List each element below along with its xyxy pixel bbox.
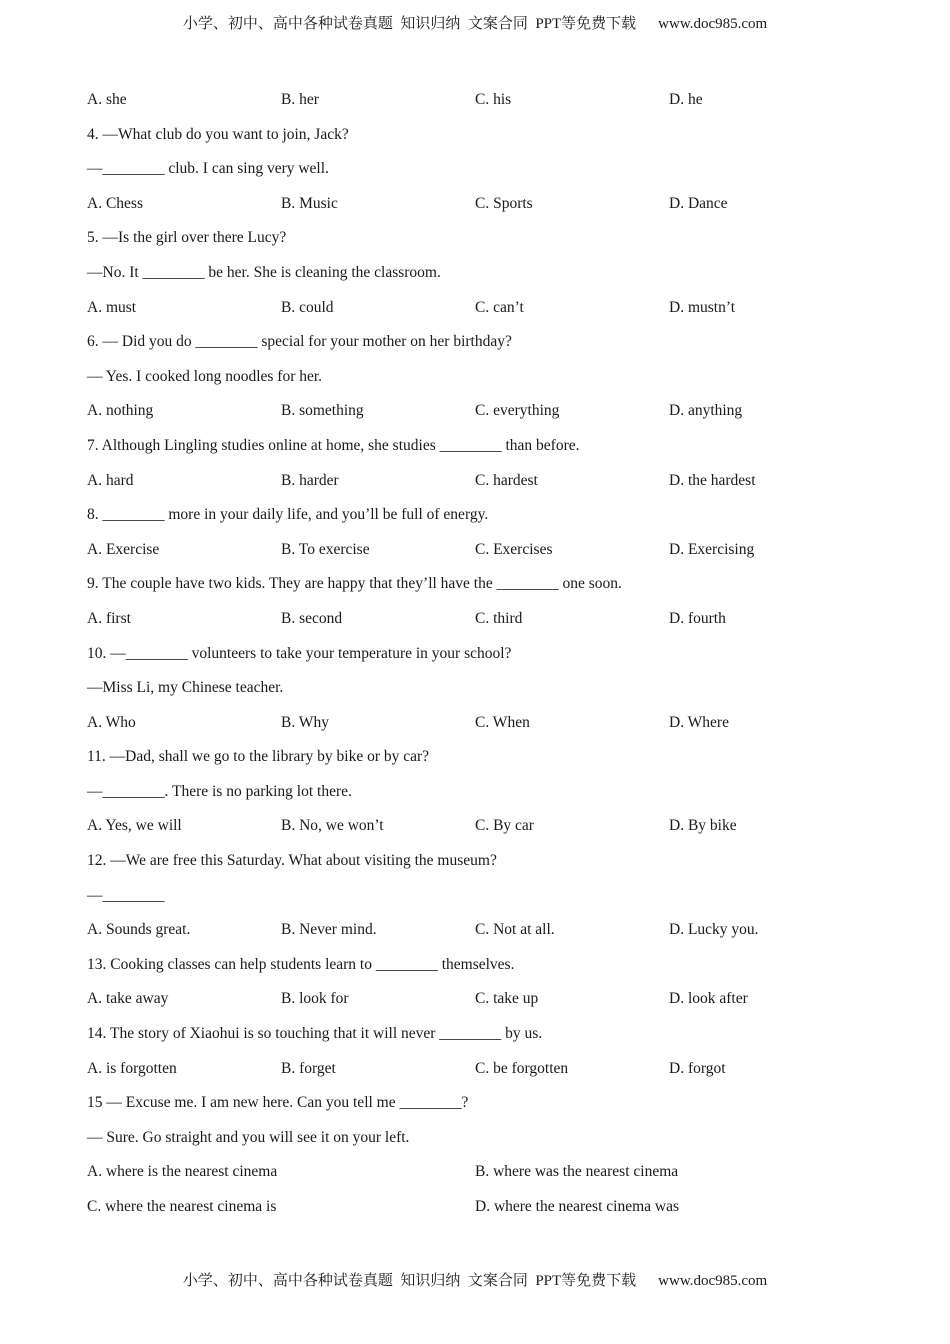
option-d: D. Dance bbox=[669, 194, 728, 212]
q7-stem: 7. Although Lingling studies online at home, she studies ________ than before. bbox=[87, 436, 580, 454]
option-c: C. take up bbox=[475, 990, 539, 1008]
option-d: D. where the nearest cinema was bbox=[475, 1198, 679, 1215]
option-b: B. her bbox=[281, 91, 319, 108]
header-text: 小学、初中、高中各种试卷真题 知识归纳 文案合同 PPT等免费下载 bbox=[182, 16, 637, 32]
option-a: A. nothing bbox=[87, 402, 154, 420]
q15-response: — Sure. Go straight and you will see it on your left. bbox=[87, 1128, 410, 1146]
q11-options bbox=[87, 814, 887, 849]
option-c: C. third bbox=[475, 609, 523, 627]
option-c: C. Sports bbox=[475, 194, 533, 212]
q10-response: —Miss Li, my Chinese teacher. bbox=[87, 679, 284, 697]
q6-stem: 6. — Did you do ________ special for your mother on her birthday? bbox=[87, 333, 512, 351]
option-a: A. Yes, we will bbox=[87, 817, 182, 835]
q8-stem: 8. ________ more in your daily life, and you’ll be full of energy. bbox=[87, 506, 489, 524]
q10-stem: 10. —________ volunteers to take your temperature in your school? bbox=[87, 644, 512, 662]
option-d: D. Exercising bbox=[669, 540, 755, 558]
option-c: C. can’t bbox=[475, 298, 524, 316]
option-a: A. must bbox=[87, 298, 137, 316]
q11-stem: 11. —Dad, shall we go to the library by bike or by car? bbox=[87, 748, 430, 766]
q15-stem: 15 — Excuse me. I am new here. Can you tell me ________? bbox=[87, 1094, 469, 1112]
option-a: A. Sounds great. bbox=[87, 921, 191, 939]
q6-response: — Yes. I cooked long noodles for her. bbox=[87, 367, 323, 385]
option-c: C. By car bbox=[475, 817, 534, 835]
option-a: A. where is the nearest cinema bbox=[87, 1163, 278, 1181]
option-d: D. forgot bbox=[669, 1059, 726, 1077]
option-c: C. Exercises bbox=[475, 540, 553, 558]
option-c: C. his bbox=[475, 91, 512, 108]
option-b: B. look for bbox=[281, 990, 349, 1008]
option-c: C. everything bbox=[475, 402, 560, 420]
option-b: B. where was the nearest cinema bbox=[475, 1163, 679, 1181]
q15-options-row-2 bbox=[87, 1195, 887, 1230]
q9-stem: 9. The couple have two kids. They are happy that they’ll have the ________ one soon. bbox=[87, 575, 622, 593]
option-d: D. Where bbox=[669, 713, 729, 731]
option-c: C. hardest bbox=[475, 471, 538, 489]
q10-options bbox=[87, 711, 887, 746]
option-c: C. Not at all. bbox=[475, 921, 555, 939]
q9-options bbox=[87, 607, 887, 642]
option-b: B. second bbox=[281, 609, 343, 627]
option-b: B. something bbox=[281, 402, 364, 420]
option-b: B. forget bbox=[281, 1059, 336, 1077]
q14-options bbox=[87, 1057, 887, 1092]
option-d: D. Lucky you. bbox=[669, 921, 759, 939]
page-header bbox=[0, 12, 950, 33]
q6-options bbox=[87, 399, 887, 434]
option-d: D. he bbox=[669, 91, 703, 108]
header-site: www.doc985.com bbox=[658, 16, 768, 32]
q3-options bbox=[87, 88, 887, 123]
option-b: B. Never mind. bbox=[281, 921, 377, 939]
option-d: D. look after bbox=[669, 990, 748, 1008]
option-a: A. is forgotten bbox=[87, 1059, 177, 1077]
option-b: B. Why bbox=[281, 713, 329, 731]
q7-options bbox=[87, 469, 887, 504]
q12-options bbox=[87, 918, 887, 953]
option-b: B. Music bbox=[281, 194, 338, 212]
option-a: A. Chess bbox=[87, 194, 143, 212]
option-b: B. To exercise bbox=[281, 540, 370, 558]
q5-stem: 5. —Is the girl over there Lucy? bbox=[87, 229, 287, 247]
q4-stem: 4. —What club do you want to join, Jack? bbox=[87, 125, 349, 143]
q15-options-row-1 bbox=[87, 1160, 887, 1195]
option-b: B. harder bbox=[281, 471, 339, 489]
page-footer bbox=[0, 1269, 950, 1290]
option-a: A. hard bbox=[87, 471, 134, 489]
option-a: A. she bbox=[87, 91, 127, 108]
q13-options bbox=[87, 987, 887, 1022]
option-a: A. Who bbox=[87, 713, 136, 731]
option-b: B. No, we won’t bbox=[281, 817, 384, 835]
option-d: D. the hardest bbox=[669, 471, 756, 489]
option-a: A. Exercise bbox=[87, 540, 160, 558]
question-list bbox=[87, 88, 887, 1230]
option-a: A. first bbox=[87, 609, 131, 627]
option-d: D. anything bbox=[669, 402, 743, 420]
q11-response: —________. There is no parking lot there. bbox=[87, 782, 352, 800]
option-d: D. fourth bbox=[669, 609, 726, 627]
q8-options bbox=[87, 538, 887, 573]
option-d: D. mustn’t bbox=[669, 298, 736, 316]
q4-options bbox=[87, 192, 887, 227]
option-b: B. could bbox=[281, 298, 334, 316]
option-c: C. be forgotten bbox=[475, 1059, 569, 1077]
option-c: C. When bbox=[475, 713, 530, 731]
q12-response: —________ bbox=[87, 886, 165, 904]
q4-response: —________ club. I can sing very well. bbox=[87, 160, 329, 178]
q13-stem: 13. Cooking classes can help students learn to ________ themselves. bbox=[87, 955, 515, 973]
footer-text: 小学、初中、高中各种试卷真题 知识归纳 文案合同 PPT等免费下载 bbox=[182, 1273, 637, 1289]
q12-stem: 12. —We are free this Saturday. What about visiting the museum? bbox=[87, 852, 497, 870]
q14-stem: 14. The story of Xiaohui is so touching that it will never ________ by us. bbox=[87, 1025, 543, 1043]
option-c: C. where the nearest cinema is bbox=[87, 1198, 277, 1215]
footer-site: www.doc985.com bbox=[658, 1273, 768, 1289]
option-a: A. take away bbox=[87, 990, 169, 1008]
q5-response: —No. It ________ be her. She is cleaning the classroom. bbox=[87, 263, 441, 281]
q5-options bbox=[87, 296, 887, 331]
option-d: D. By bike bbox=[669, 817, 737, 835]
